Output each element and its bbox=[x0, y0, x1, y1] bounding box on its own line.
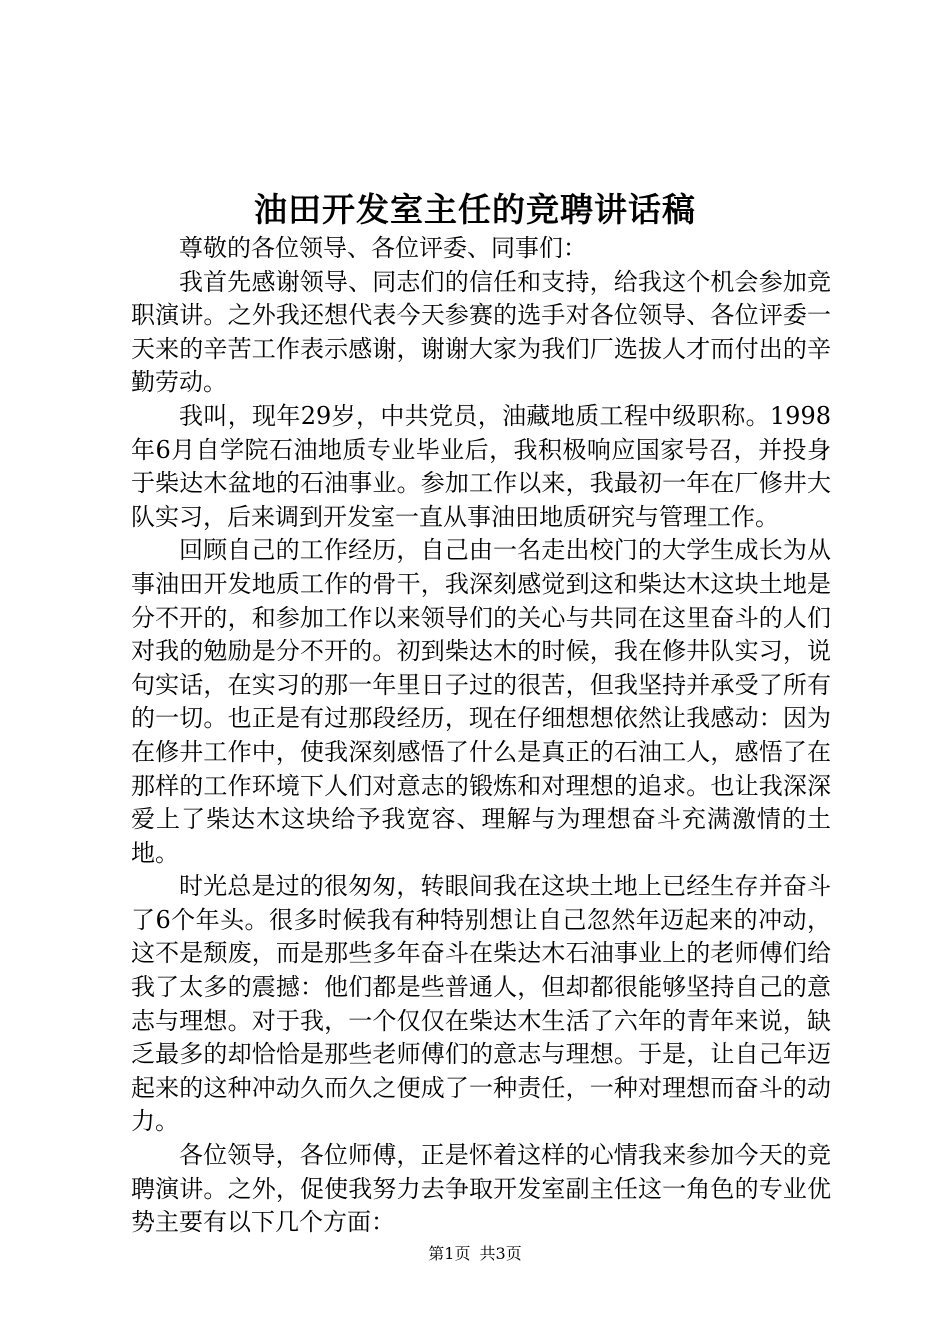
body-paragraph: 各位领导，各位师傅，正是怀着这样的心情我来参加今天的竞聘演讲。之外，促使我努力去争取开发室副主任这一角色的专业优势主要有以下几个方面： bbox=[131, 1141, 831, 1237]
document-body bbox=[131, 232, 831, 1240]
body-paragraph: 我叫，现年29岁，中共党员，油藏地质工程中级职称。1998年6月自学院石油地质专业毕业后，我积极响应国家号召，并投身于柴达木盆地的石油事业。参加工作以来，我最初一年在厂修井大队实习，后来调到开发室一直从事油田地质研究与管理工作。 bbox=[131, 401, 831, 531]
body-paragraph: 回顾自己的工作经历，自己由一名走出校门的大学生成长为从事油田开发地质工作的骨干，我深刻感觉到这和柴达木这块土地是分不开的，和参加工作以来领导们的关心与共同在这里奋斗的人们对我的勉励是分不开的。初到柴达木的时候，我在修井队实习，说句实话，在实习的那一年里日子过的很苦，但我坚持并承受了所有的一切。也正是有过那段经历，现在仔细想想依然让我感动：因为在修井工作中，使我深刻感悟了什么是真正的石油工人，感悟了在那样的工作环境下人们对意志的锻炼和对理想的追求。也让我深深爱上了柴达木这块给予我宽容、理解与为理想奋斗充满激情的土地。 bbox=[131, 536, 831, 867]
document-title: 油田开发室主任的竞聘讲话稿 bbox=[254, 190, 696, 229]
salutation-paragraph: 尊敬的各位领导、各位评委、同事们： bbox=[179, 234, 587, 262]
body-paragraph: 我首先感谢领导、同志们的信任和支持，给我这个机会参加竞职演讲。之外我还想代表今天参赛的选手对各位领导、各位评委一天来的辛苦工作表示感谢，谢谢大家为我们厂选拔人才而付出的辛勤劳动。 bbox=[131, 267, 831, 397]
body-paragraph: 时光总是过的很匆匆，转眼间我在这块土地上已经生存并奋斗了6个年头。很多时候我有种特别想让自己忽然年迈起来的冲动，这不是颓废，而是那些多年奋斗在柴达木石油事业上的老师傅们给我了太多的震撼：他们都是些普通人，但却都很能够坚持自己的意志与理想。对于我，一个仅仅在柴达木生活了六年的青年来说，缺乏最多的却恰恰是那些老师傅们的意志与理想。于是，让自己年迈起来的这种冲动久而久之便成了一种责任，一种对理想而奋斗的动力。 bbox=[131, 872, 831, 1136]
page-footer bbox=[0, 1242, 950, 1266]
page-number: 第1页 bbox=[428, 1244, 471, 1263]
page-total: 共3页 bbox=[479, 1244, 522, 1263]
